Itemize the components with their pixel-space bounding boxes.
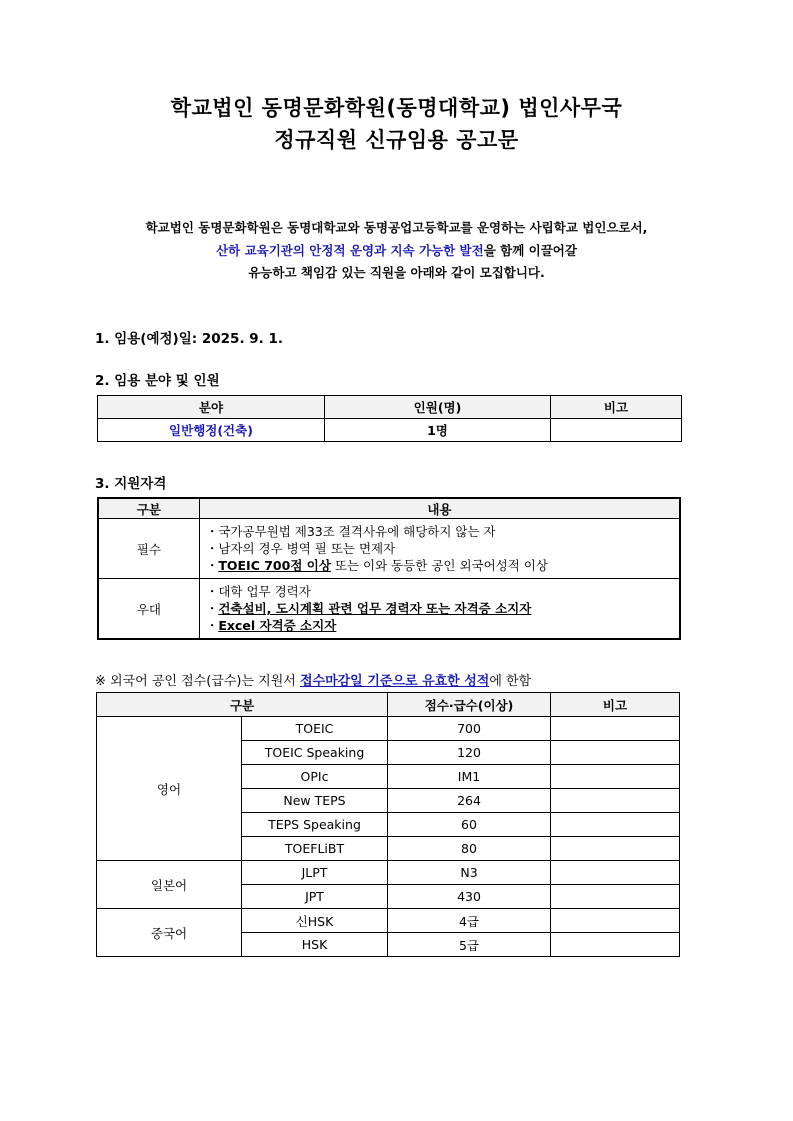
column-header-count: 인원(명) [325, 396, 551, 419]
document-title-line2: 정규직원 신규임용 공고문 [274, 128, 519, 152]
table-header-row [98, 498, 680, 519]
preferred-emphasis: Excel 자격증 소지자 [218, 618, 337, 633]
test-score: 430 [388, 885, 551, 909]
language-chinese: 중국어 [97, 909, 242, 957]
test-name: 신HSK [242, 909, 388, 933]
test-name: OPIc [242, 765, 388, 789]
test-name: TOEIC [242, 717, 388, 741]
section2-heading: 2. 임용 분야 및 인원 [95, 373, 220, 389]
preferred-item [206, 617, 673, 634]
note-emphasis: 접수마감일 기준으로 유효한 성적 [299, 674, 490, 689]
test-score: 700 [388, 717, 551, 741]
column-header-score: 점수·급수(이상) [388, 693, 551, 717]
table-header-row [97, 693, 680, 717]
column-header-note: 비고 [551, 396, 682, 419]
table-row [97, 717, 680, 741]
recruitment-table [97, 395, 682, 442]
bullet: ・ [205, 618, 219, 633]
test-name: JLPT [242, 861, 388, 885]
table-row [98, 419, 682, 442]
language-english: 영어 [97, 717, 242, 861]
table-row [98, 579, 680, 640]
preferred-emphasis: 건축설비, 도시계획 관련 업무 경력자 또는 자격증 소지자 [218, 601, 532, 616]
test-name: JPT [242, 885, 388, 909]
test-note [551, 909, 680, 933]
intro-line1: 학교법인 동명문화학원은 동명대학교와 동명공업고등학교를 운영하는 사립학교 법인으로서, [145, 220, 648, 235]
section3-heading: 3. 지원자격 [95, 476, 167, 492]
bullet: ・ [205, 601, 219, 616]
intro-line2-rest: 을 함께 이끌어갈 [483, 243, 577, 258]
test-name: TEPS Speaking [242, 813, 388, 837]
note-suffix: 에 한함 [489, 674, 532, 689]
recruit-note [551, 419, 682, 442]
intro-emphasis: 산하 교육기관의 안정적 운영과 지속 가능한 발전 [216, 243, 484, 258]
language-japanese: 일본어 [97, 861, 242, 909]
table-row [97, 861, 680, 885]
required-items [199, 519, 680, 579]
bullet: ・ [205, 558, 219, 573]
test-note [551, 789, 680, 813]
note-prefix: ※ 외국어 공인 점수(급수)는 지원서 [95, 674, 300, 689]
required-emphasis: TOEIC 700점 이상 [218, 558, 331, 573]
column-header-category: 구분 [97, 693, 388, 717]
test-note [551, 813, 680, 837]
qualification-table [97, 497, 681, 640]
language-score-table [96, 692, 680, 957]
test-note [551, 885, 680, 909]
column-header-content: 내용 [199, 498, 680, 519]
test-score: 60 [388, 813, 551, 837]
required-item: ・남자의 경우 병역 필 또는 면제자 [205, 541, 396, 556]
column-header-field: 분야 [98, 396, 325, 419]
test-note [551, 933, 680, 957]
column-header-note: 비고 [551, 693, 680, 717]
test-note [551, 717, 680, 741]
test-note [551, 837, 680, 861]
table-row [98, 519, 680, 579]
test-name: HSK [242, 933, 388, 957]
preferred-label: 우대 [98, 579, 199, 640]
test-name: TOEFLiBT [242, 837, 388, 861]
test-name: New TEPS [242, 789, 388, 813]
test-score: 264 [388, 789, 551, 813]
test-note [551, 765, 680, 789]
test-note [551, 861, 680, 885]
recruit-field: 일반행정(건축) [98, 419, 325, 442]
test-name: TOEIC Speaking [242, 741, 388, 765]
test-score: 4급 [388, 909, 551, 933]
recruit-count: 1명 [325, 419, 551, 442]
intro-line2 [0, 241, 793, 259]
test-note [551, 741, 680, 765]
test-score: IM1 [388, 765, 551, 789]
section1-heading: 1. 임용(예정)일: 2025. 9. 1. [95, 331, 284, 347]
document-title-line1: 학교법인 동명문화학원(동명대학교) 법인사무국 [170, 96, 623, 120]
required-label: 필수 [98, 519, 199, 579]
preferred-items [199, 579, 680, 640]
preferred-item [206, 600, 673, 617]
table-header-row [98, 396, 682, 419]
language-score-note [95, 670, 531, 689]
column-header-category: 구분 [98, 498, 199, 519]
required-item: ・국가공무원법 제33조 결격사유에 해당하지 않는 자 [205, 524, 496, 539]
test-score: 80 [388, 837, 551, 861]
required-item [206, 557, 673, 574]
intro-line3: 유능하고 책임감 있는 직원을 아래와 같이 모집합니다. [248, 265, 545, 280]
preferred-item: ・대학 업무 경력자 [205, 584, 311, 599]
test-score: 120 [388, 741, 551, 765]
required-item-rest: 또는 이와 동등한 공인 외국어성적 이상 [330, 558, 548, 573]
table-row [97, 909, 680, 933]
test-score: 5급 [388, 933, 551, 957]
test-score: N3 [388, 861, 551, 885]
